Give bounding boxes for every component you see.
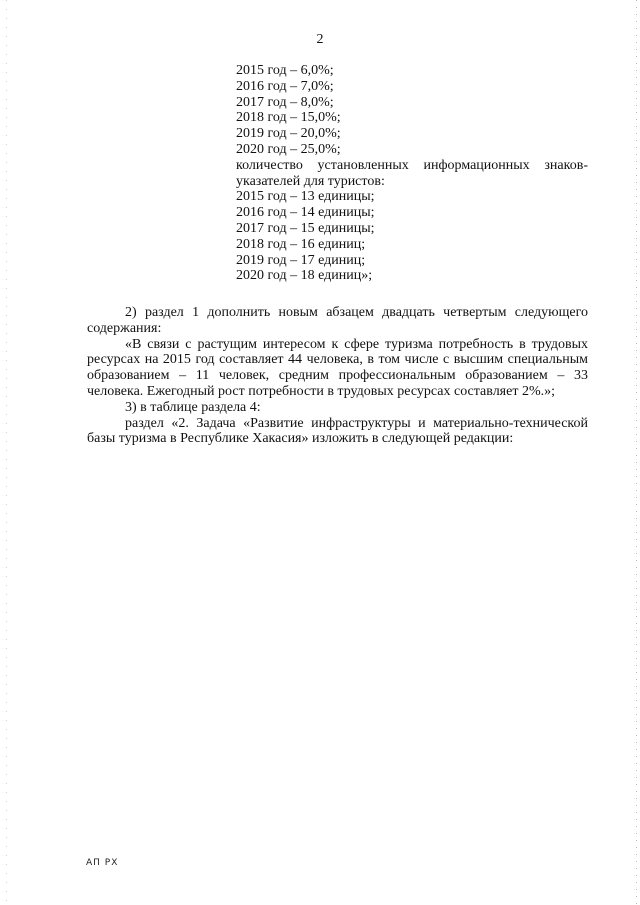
share-by-year-list: [236, 63, 588, 284]
heading-word: количество: [236, 157, 303, 173]
paragraph-task: раздел «2. Задача «Развитие инфраструктуры и материально-технической базы туризма в Республике Хакасия» изложить в следующей редакции:: [87, 415, 588, 447]
list-item: 2016 год – 7,0%;: [236, 78, 334, 94]
list-item: 2020 год – 25,0%;: [236, 141, 341, 157]
scan-edge-right: [636, 0, 637, 905]
signs-heading-line-2: указателей для туристов:: [236, 173, 385, 189]
heading-word: информационных: [423, 157, 530, 173]
body-text: [87, 305, 588, 447]
list-item: 2019 год – 17 единиц;: [236, 252, 366, 268]
page-number: 2: [316, 32, 324, 47]
list-item: 2019 год – 20,0%;: [236, 126, 341, 142]
list-item: 2015 год – 13 единицы;: [236, 189, 375, 205]
list-item: 2020 год – 18 единиц»;: [236, 268, 373, 284]
list-item: 2015 год – 6,0%;: [236, 63, 334, 78]
heading-word: установленных: [317, 157, 409, 173]
paragraph-section-1: 2) раздел 1 дополнить новым абзацем двадцать четвертым следующего содержания:: [87, 305, 588, 336]
scan-edge-left: [6, 0, 7, 905]
signs-heading-line: [236, 158, 588, 174]
list-item: 2018 год – 16 единиц;: [236, 236, 366, 252]
heading-word: знаков-: [544, 157, 588, 173]
list-item: 2016 год – 14 единицы;: [236, 205, 375, 221]
footer-mark: АП РХ: [86, 858, 119, 868]
list-item: 2018 год – 15,0%;: [236, 110, 341, 126]
list-item: 2017 год – 8,0%;: [236, 94, 334, 110]
list-item: 2017 год – 15 единицы;: [236, 220, 375, 236]
paragraph-table: 3) в таблице раздела 4:: [125, 399, 261, 415]
paragraph-quote: «В связи с растущим интересом к сфере туризма потребность в трудовых ресурсах на 2015 год составляет 44 человека, в том числе с высшим специальным образованием – 11 человек, средним профессиональным образованием – 33 человека. Ежегодный рост потребности в трудовых ресурсах составляет 2%.»;: [87, 336, 588, 399]
